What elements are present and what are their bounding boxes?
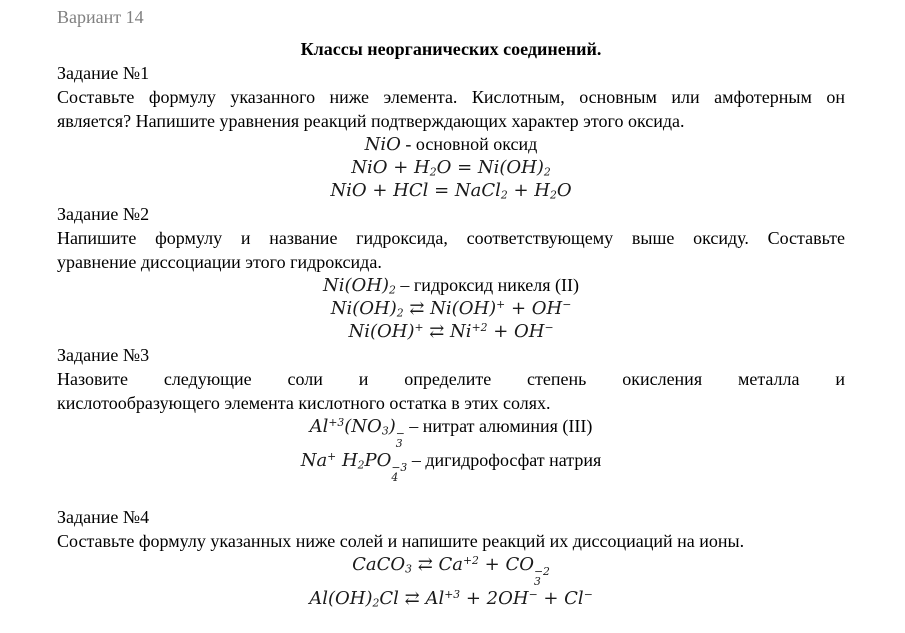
- salt-definition-line: [57, 449, 845, 483]
- oxide-label: - основной оксид: [400, 134, 538, 154]
- variant-label: Вариант 14: [57, 7, 144, 27]
- task-2-body-line-2: уравнение диссоциации этого гидроксида.: [57, 252, 382, 272]
- task-3-body-line-1: Назовите следующие соли и определите степень окисления металла и: [57, 369, 845, 389]
- task-1-heading: Задание №1: [57, 63, 150, 83]
- salt-2-formula: Na+ $H_2PO$ −3 4: [300, 450, 408, 484]
- task-4-heading: Задание №4: [57, 507, 150, 528]
- task-4: [57, 505, 845, 610]
- task-3-heading: Задание №3: [57, 345, 150, 365]
- task-1: [57, 61, 845, 202]
- task-2-body-line-1: Напишите формулу и название гидроксида, соответствующему выше оксиду. Составьте: [57, 228, 845, 248]
- task-2: [57, 202, 845, 343]
- oxide-definition-line: [57, 133, 845, 156]
- document-title: Классы неорганических соединений.: [300, 39, 602, 59]
- task-1-body-line-2: является? Напишите уравнения реакций подтверждающих характер этого оксида.: [57, 111, 685, 131]
- task-3-body-line-2: кислотообразующего элемента кислотного остатка в этих солях.: [57, 393, 551, 413]
- equation-line: $Al(OH)_2Cl$ ⇄ $Al^{+3} + 2OH^- + Cl^-$: [309, 588, 593, 610]
- salt-definition-line: [57, 415, 845, 449]
- task-3: [57, 343, 845, 483]
- blank-line: [57, 483, 845, 505]
- hydroxide-definition-line: [57, 274, 845, 297]
- equation-line: $Ni(OH)_2$ ⇄ Ni(OH)+ + OH−: [330, 298, 572, 320]
- salt-1-formula: $Al^{+3}(NO_3)$ − 3: [309, 416, 405, 450]
- equation-line: Ni(OH)+ ⇄ $Ni^{+2} + OH^-$: [348, 321, 554, 342]
- oxide-formula: NiO: [364, 134, 401, 155]
- salt-1-label: – нитрат алюминия (III): [404, 416, 593, 436]
- task-1-body-line-1: Составьте формулу указанного ниже элемента. Кислотным, основным или амфотерным он: [57, 87, 845, 107]
- equation-line: NiO + $H_2O = Ni(OH)_2$: [351, 157, 551, 179]
- task-4-body-line-1: Составьте формулу указанных ниже солей и напишите реакций их диссоциаций на ионы.: [57, 531, 745, 552]
- task-2-heading: Задание №2: [57, 204, 150, 224]
- equation-line: NiO + HCl = NaCl$_2$ + $H_2O$: [330, 180, 572, 202]
- hydroxide-formula: $Ni(OH)_2$: [323, 275, 396, 297]
- equation-line: CaCO$_3$ ⇄ $Ca^{+2}$ + CO −2 3: [352, 554, 550, 588]
- hydroxide-label: – гидроксид никеля (II): [395, 275, 579, 295]
- salt-2-label: – дигидрофосфат натрия: [407, 450, 602, 471]
